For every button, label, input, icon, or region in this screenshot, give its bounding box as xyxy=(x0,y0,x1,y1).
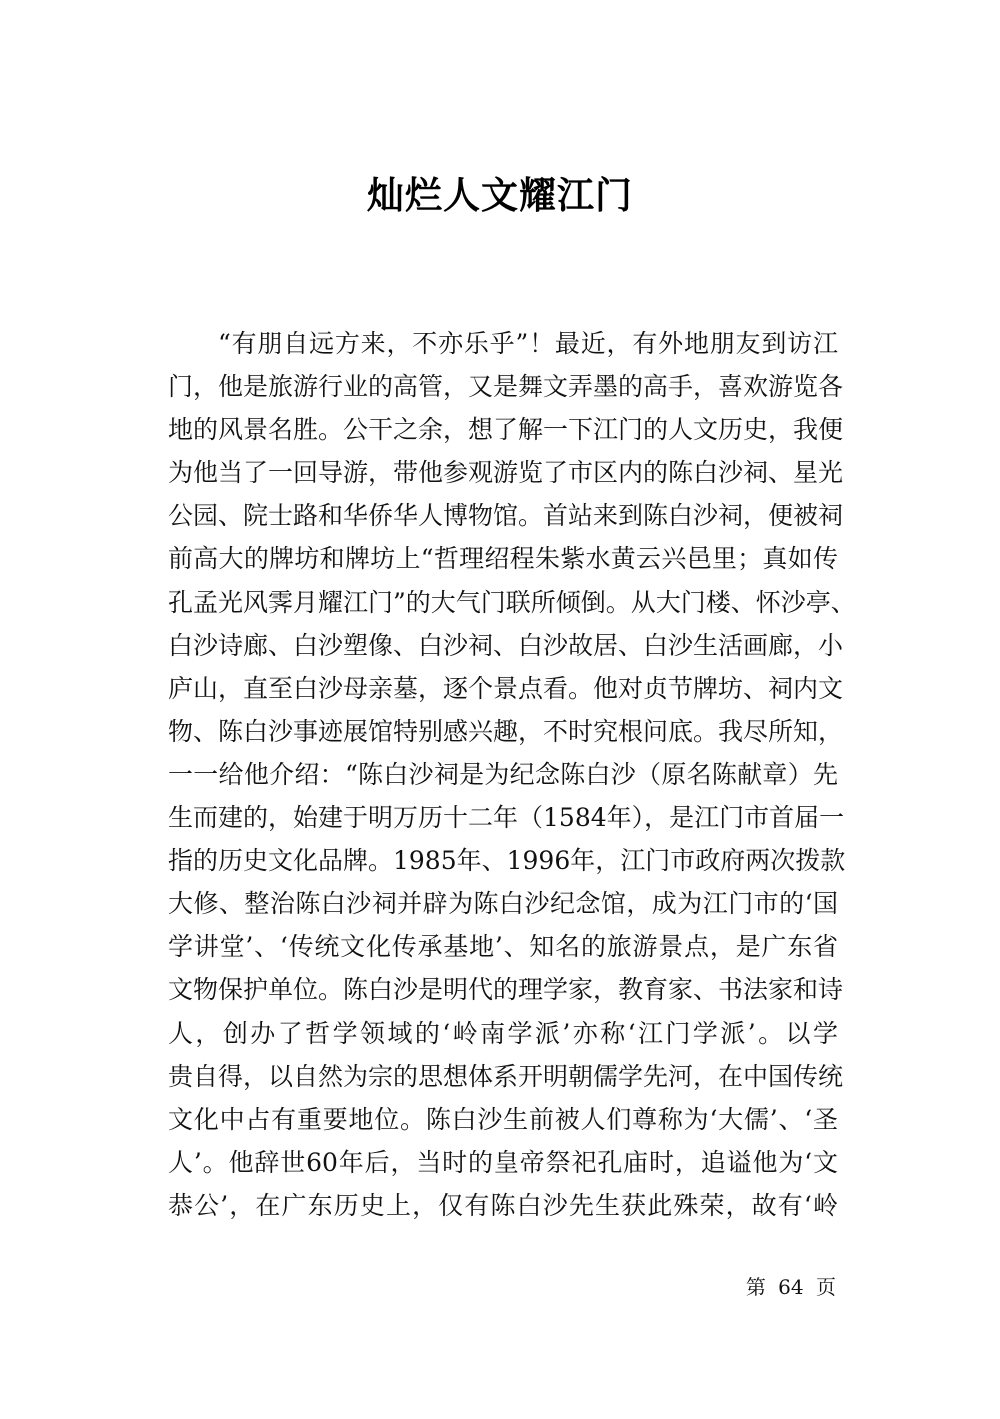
page-number: 第 64 页 xyxy=(745,1275,836,1299)
text-line: 文物保护单位。陈白沙是明代的理学家，教育家、书法家和诗 xyxy=(168,975,844,1005)
text-line: 为他当了一回导游，带他参观游览了市区内的陈白沙祠、星光 xyxy=(168,458,844,488)
text-line: 地的风景名胜。公干之余，想了解一下江门的人文历史，我便 xyxy=(168,415,844,445)
page-title: 灿烂人文耀江门 xyxy=(367,174,633,217)
text-line: 前高大的牌坊和牌坊上“哲理绍程朱紫水黄云兴邑里；真如传 xyxy=(168,544,838,574)
text-line: “有朋自远方来，不亦乐乎”！最近，有外地朋友到访江 xyxy=(218,329,838,358)
text-line: 孔孟光风霁月耀江门”的大气门联所倾倒。从大门楼、怀沙亭、 xyxy=(168,587,856,617)
text-line: 物、陈白沙事迹展馆特别感兴趣，不时究根问底。我尽所知， xyxy=(168,716,844,746)
text-line: 白沙诗廊、白沙塑像、白沙祠、白沙故居、白沙生活画廊，小 xyxy=(168,630,844,660)
body-paragraph xyxy=(168,322,856,1227)
text-line: 大修、整治陈白沙祠并辟为陈白沙纪念馆，成为江门市的‘国 xyxy=(168,889,838,919)
text-line: 生而建的，始建于明万历十二年（1584年），是江门市首届一 xyxy=(168,803,845,833)
text-line: 贵自得，以自然为宗的思想体系开明朝儒学先河，在中国传统 xyxy=(168,1061,844,1091)
text-line: 庐山，直至白沙母亲墓，逐个景点看。他对贞节牌坊、祠内文 xyxy=(168,673,844,703)
text-line: 人’。他辞世60年后，当时的皇帝祭祀孔庙时，追谥他为‘文 xyxy=(168,1147,838,1177)
text-line: 指的历史文化品牌。1985年、1996年，江门市政府两次拨款 xyxy=(168,846,846,876)
text-line: 恭公’，在广东历史上，仅有陈白沙先生获此殊荣，故有‘岭 xyxy=(168,1190,838,1220)
text-line: 门，他是旅游行业的高管，又是舞文弄墨的高手，喜欢游览各 xyxy=(168,372,844,402)
text-line: 一一给他介绍：“陈白沙祠是为纪念陈白沙（原名陈献章）先 xyxy=(168,759,838,789)
text-line: 公园、院士路和华侨华人博物馆。首站来到陈白沙祠，便被祠 xyxy=(168,501,844,531)
text-line: 学讲堂’、‘传统文化传承基地’、知名的旅游景点，是广东省 xyxy=(168,932,838,962)
text-line: 文化中占有重要地位。陈白沙生前被人们尊称为‘大儒’、‘圣 xyxy=(168,1104,838,1134)
text-line: 人，创办了哲学领域的‘岭南学派’亦称‘江门学派’。以学 xyxy=(168,1018,838,1048)
